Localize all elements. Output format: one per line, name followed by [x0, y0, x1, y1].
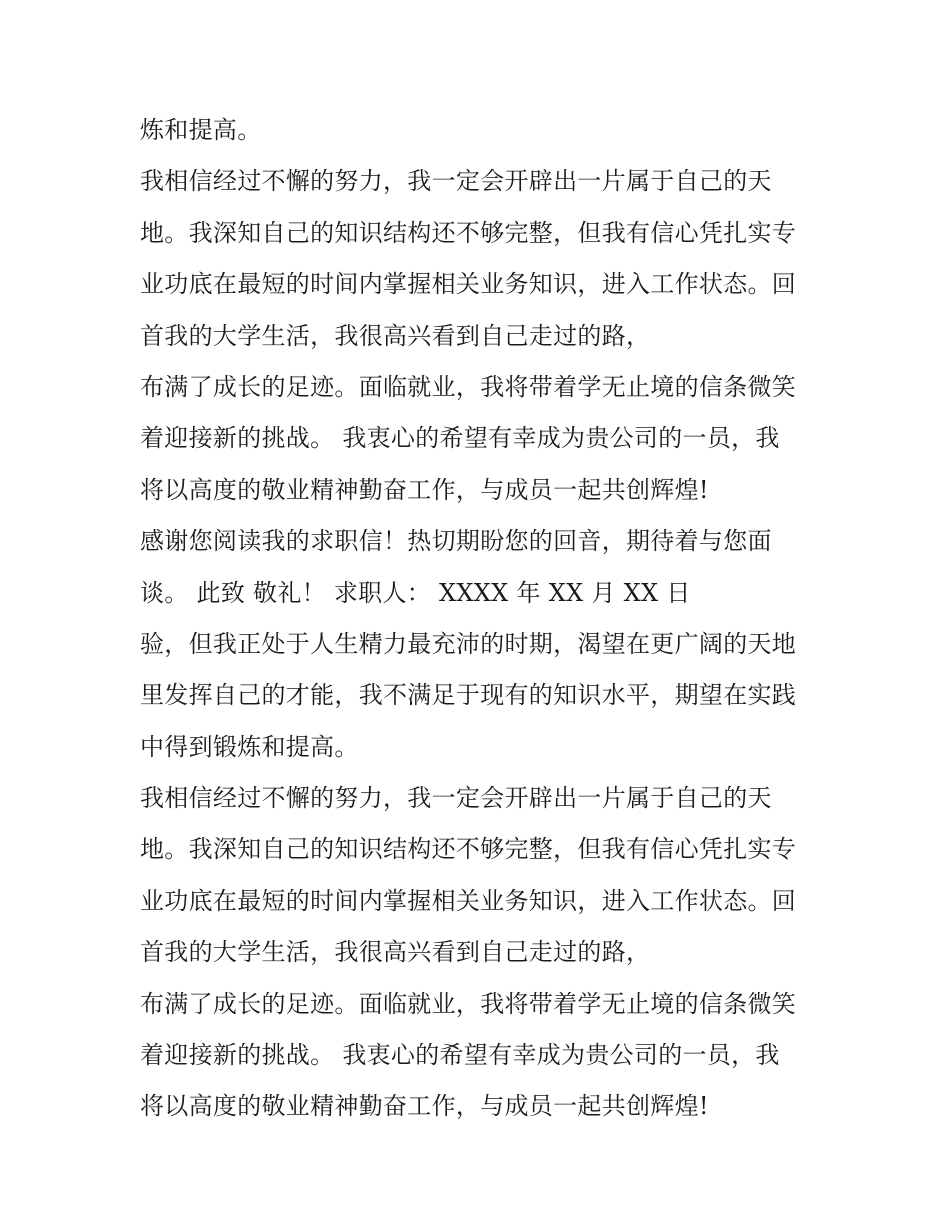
text-line: 中得到锻炼和提高。 [140, 732, 359, 761]
text-line: 我相信经过不懈的努力，我一定会开辟出一片属于自己的天 [140, 167, 772, 196]
text-line: 感谢您阅读我的求职信！热切期盼您的回音，期待着与您面 [140, 527, 772, 556]
text-line: 验，但我正处于人生精力最充沛的时期，渴望在更广阔的天地 [140, 629, 797, 658]
text-line: 着迎接新的挑战。 我衷心的希望有幸成为贵公司的一员，我 [140, 424, 780, 453]
text-line: 布满了成长的足迹。面临就业，我将带着学无止境的信条微笑 [140, 989, 797, 1018]
text-line: 地。我深知自己的知识结构还不够完整，但我有信心凭扎实专 [140, 218, 797, 247]
signature-line: 谈。 此致 敬礼！ 求职人： XXXX 年 XX 月 XX 日 [140, 578, 691, 607]
text-line: 业功底在最短的时间内掌握相关业务知识，进入工作状态。回 [140, 270, 797, 299]
text-line: 将以高度的敬业精神勤奋工作，与成员一起共创辉煌! [140, 1092, 709, 1121]
letter-body [140, 105, 830, 1133]
text-line: 炼和提高。 [140, 116, 262, 144]
text-line: 着迎接新的挑战。 我衷心的希望有幸成为贵公司的一员，我 [140, 1041, 780, 1070]
text-line: 我相信经过不懈的努力，我一定会开辟出一片属于自己的天 [140, 784, 772, 813]
text-line: 里发挥自己的才能，我不满足于现有的知识水平，期望在实践 [140, 681, 797, 710]
text-line: 地。我深知自己的知识结构还不够完整，但我有信心凭扎实专 [140, 835, 797, 864]
text-line: 布满了成长的足迹。面临就业，我将带着学无止境的信条微笑 [140, 372, 797, 401]
text-line: 将以高度的敬业精神勤奋工作，与成员一起共创辉煌! [140, 475, 709, 504]
text-line: 首我的大学生活，我很高兴看到自己走过的路， [140, 321, 651, 350]
text-line: 业功底在最短的时间内掌握相关业务知识，进入工作状态。回 [140, 886, 797, 915]
text-line: 首我的大学生活，我很高兴看到自己走过的路， [140, 938, 651, 967]
